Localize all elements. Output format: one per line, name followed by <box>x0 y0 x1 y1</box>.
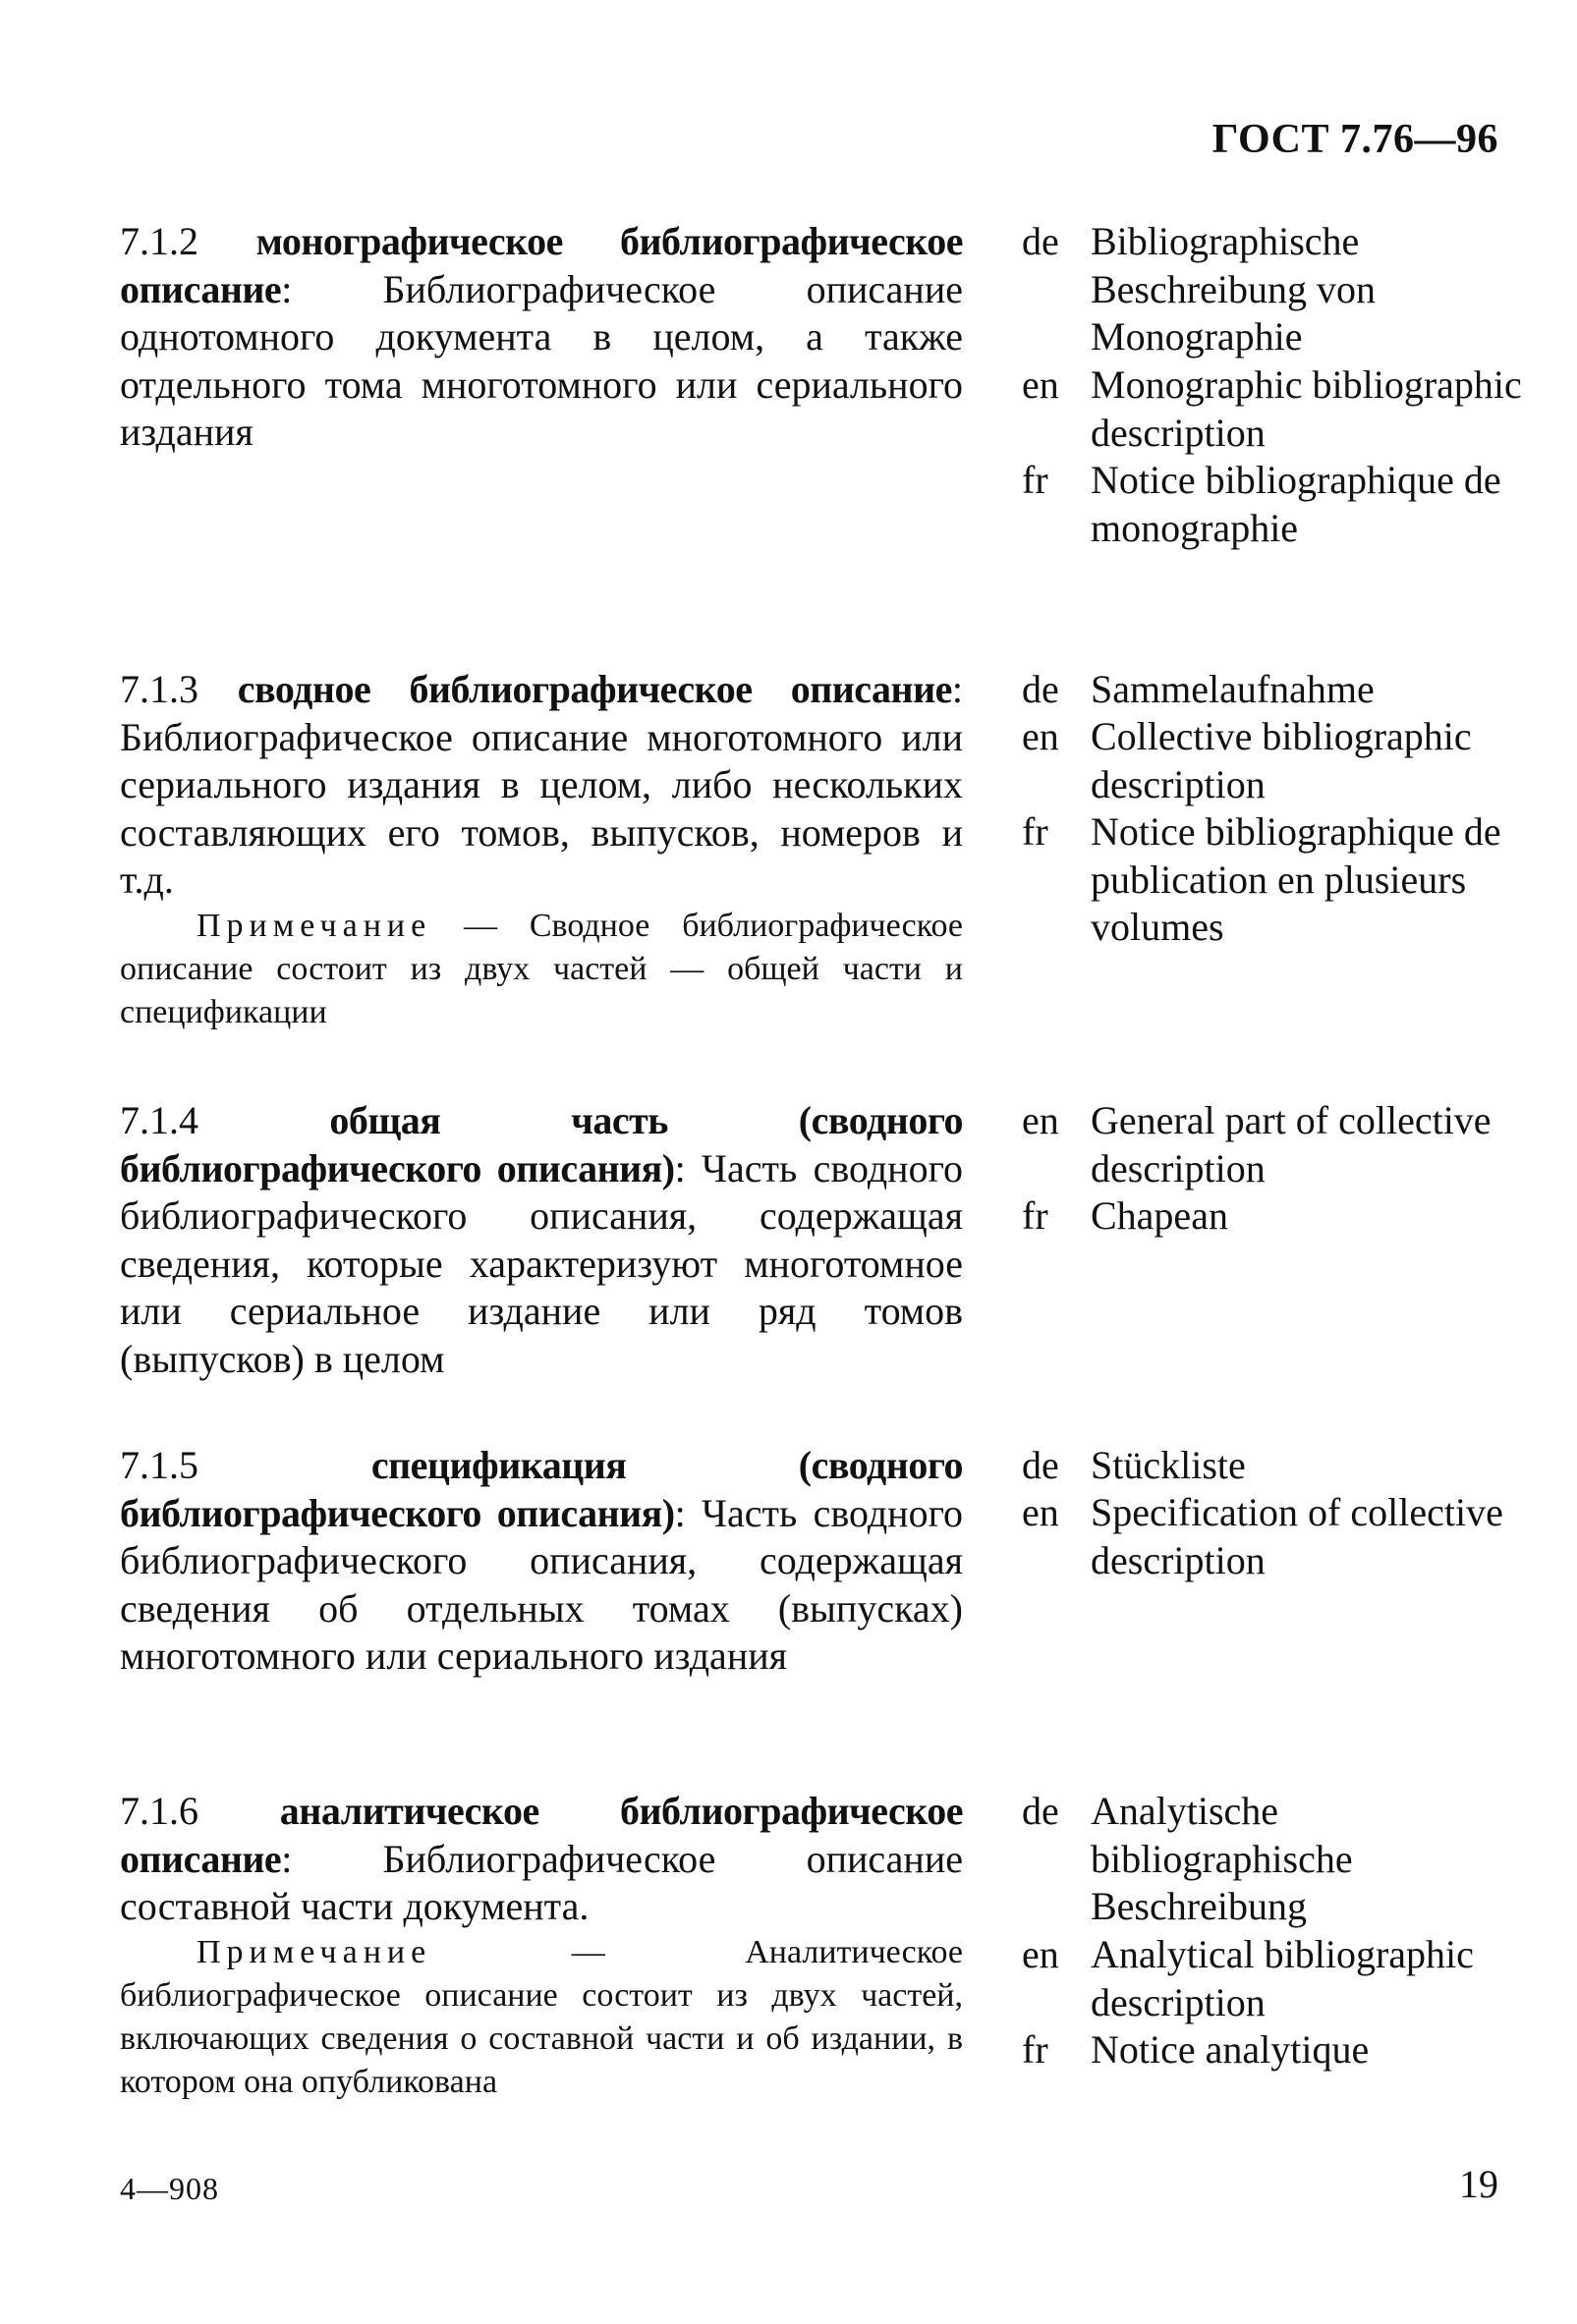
equivalent-row <box>1022 1097 1533 1192</box>
equivalent-term: Monographic bibliographic description <box>1091 362 1522 455</box>
equivalent-row <box>1022 1788 1533 1931</box>
term-definition: : Библиографическое описание однотомного документа в целом, а также отдельного тома многотомного или сериального издания <box>120 266 963 454</box>
definition-paragraph <box>120 1442 963 1681</box>
term-number: 7.1.6 <box>120 1789 198 1833</box>
equivalent-term: Chapean <box>1091 1193 1228 1238</box>
language-code: fr <box>1022 2027 1048 2072</box>
equivalent-term: Specification of collective description <box>1091 1490 1503 1582</box>
term-title: сводное библиографическое описание <box>237 667 952 711</box>
equivalent-term: General part of collective description <box>1091 1098 1492 1190</box>
language-code: de <box>1022 1443 1059 1487</box>
page-number: 19 <box>1459 2162 1498 2206</box>
equivalent-row <box>1022 1931 1533 2026</box>
equivalent-row <box>1022 713 1533 808</box>
term-definition-block <box>120 666 963 1034</box>
definition-paragraph <box>120 218 963 457</box>
equivalent-row <box>1022 1489 1533 1584</box>
term-definition: : Часть сводного библиографического описания, содержащая сведения об отдельных томах (выпусках) многотомного или сериального издания <box>120 1490 963 1678</box>
term-title: спецификация (сводного библиографического описания) <box>120 1443 963 1535</box>
print-code: 4—908 <box>120 2171 219 2206</box>
equivalent-row <box>1022 666 1533 713</box>
language-code: de <box>1022 1789 1059 1833</box>
definition-paragraph <box>120 1097 963 1383</box>
equivalent-term: Notice bibliographique de monographie <box>1091 458 1501 550</box>
language-code: en <box>1022 362 1059 407</box>
note-paragraph <box>120 1931 963 2104</box>
term-definition-block <box>120 1097 963 1383</box>
equivalent-row <box>1022 457 1533 552</box>
language-code: en <box>1022 714 1059 758</box>
term-definition-block <box>120 218 963 457</box>
foreign-equivalents <box>1022 666 1533 952</box>
term-definition-block <box>120 1442 963 1681</box>
note-paragraph <box>120 905 963 1034</box>
note-text: — Аналитическое библиографическое описание состоит из двух частей, включающих сведения о составной части и об издании, в котором она опубликована <box>120 1933 963 2100</box>
term-number: 7.1.5 <box>120 1443 198 1487</box>
note-text: — Сводное библиографическое описание состоит из двух частей — общей части и спецификации <box>120 907 963 1030</box>
equivalent-row <box>1022 1192 1533 1241</box>
equivalent-term: Stückliste <box>1091 1443 1246 1487</box>
equivalent-row <box>1022 808 1533 952</box>
term-number: 7.1.4 <box>120 1098 198 1142</box>
equivalent-term: Analytical bibliographic description <box>1091 1932 1474 2024</box>
language-code: de <box>1022 219 1059 263</box>
language-code: de <box>1022 667 1059 711</box>
foreign-equivalents <box>1022 218 1533 552</box>
term-definition: : Библиографическое описание составной части документа. <box>120 1836 963 1928</box>
language-code: fr <box>1022 458 1048 502</box>
language-code: en <box>1022 1490 1059 1534</box>
term-number: 7.1.2 <box>120 219 198 263</box>
language-code: en <box>1022 1932 1059 1976</box>
term-title: общая часть (сводного библиографического описания) <box>120 1098 963 1190</box>
definition-paragraph <box>120 666 963 905</box>
term-number: 7.1.3 <box>120 667 198 711</box>
language-code: en <box>1022 1098 1059 1142</box>
equivalent-term: Collective bibliographic description <box>1091 714 1472 806</box>
equivalent-term: Bibliographische Beschreibung von Monographie <box>1091 219 1376 359</box>
term-definition-block <box>120 1788 963 2104</box>
equivalent-term: Analytische bibliographische Beschreibung <box>1091 1789 1353 1928</box>
equivalent-row <box>1022 361 1533 457</box>
term-title: аналитическое библиографическое описание <box>120 1789 963 1881</box>
foreign-equivalents <box>1022 1442 1533 1584</box>
language-code: fr <box>1022 1193 1048 1238</box>
note-label: Примечание <box>197 1933 432 1970</box>
foreign-equivalents <box>1022 1097 1533 1241</box>
equivalent-row <box>1022 1442 1533 1489</box>
foreign-equivalents <box>1022 1788 1533 2075</box>
note-label: Примечание <box>197 907 432 944</box>
term-definition: : Часть сводного библиографического описания, содержащая сведения, которые характеризуют многотомное или сериальное издание или ряд томов (выпусков) в целом <box>120 1145 963 1381</box>
equivalent-term: Notice analytique <box>1091 2027 1370 2072</box>
term-definition: : Библиографическое описание многотомного или сериального издания в целом, либо нескольких составляющих его томов, выпусков, номеров и т.д. <box>120 667 964 902</box>
equivalent-row <box>1022 218 1533 361</box>
equivalent-term: Notice bibliographique de publication en plusieurs volumes <box>1091 809 1501 949</box>
equivalent-term: Sammelaufnahme <box>1091 667 1375 711</box>
definition-paragraph <box>120 1788 963 1931</box>
term-title: монографическое библиографическое описание <box>120 219 963 311</box>
equivalent-row <box>1022 2026 1533 2075</box>
document-code: ГОСТ 7.76—96 <box>1211 117 1498 162</box>
language-code: fr <box>1022 809 1048 854</box>
